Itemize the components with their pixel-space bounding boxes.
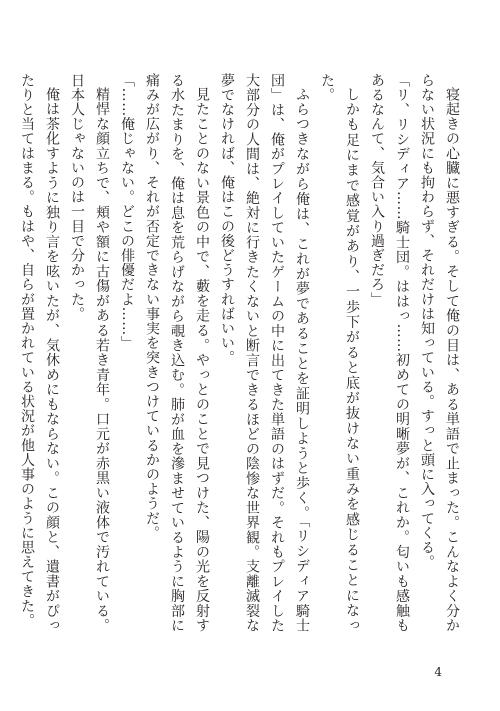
paragraph: 精悍な顔立ちで、頬や額に古傷がある若き青年。口元が赤黒い液体で汚れている。日本人じゃないのは一目で分かった。 xyxy=(69,73,110,633)
paragraph: しかも足にまで感覚があり、一歩下がると底が抜けない重みを感じることになった。 xyxy=(319,73,360,633)
paragraph: ふらつきながら俺は、これが夢であることを証明しようと歩く。「リシディア騎士団」は、俺がプレイしていたゲームの中に出てきた単語のはずだ。それもプレイした大部分の人間は、絶対に行きたくないと断言できるほどの陰惨な世界観。支離滅裂な夢でなければ、俺はこの後どうすればいい。 xyxy=(219,73,310,633)
body-text xyxy=(19,73,464,633)
paragraph: 見たことのない景色の中で、藪を走る。やっとのことで見つけた、陽の光を反射する水たまりを、俺は息を荒らげながら覗き込む。肺が血を滲ませているように胸部に痛みが広がり、それが否定できない事実を突きつけているかのようだ。 xyxy=(144,73,210,633)
dialogue-line: 「リ、リシディア……騎士団。ははっ……初めての明晰夢が、これか。匂いも感触もあるなんて、気合い入り過ぎだろ」 xyxy=(369,73,410,633)
paragraph: 俺は茶化すように独り言を呟いたが、気休めにもならない。この顔と、遺書がぴったりと当てはまる。もはや、自らが置かれている状況が他人事のように思えてきた。 xyxy=(19,73,60,633)
page-number: 4 xyxy=(434,665,442,679)
dialogue-line: 「……俺じゃない。どこの俳優だよ……」 xyxy=(119,73,135,351)
paragraph: 寝起きの心臓に悪すぎる。そして俺の目は、ある単語で止まった。こんなよく分からない状況にも拘わらず、それだけは知っている。すっと頭に入ってくる。 xyxy=(419,73,460,633)
